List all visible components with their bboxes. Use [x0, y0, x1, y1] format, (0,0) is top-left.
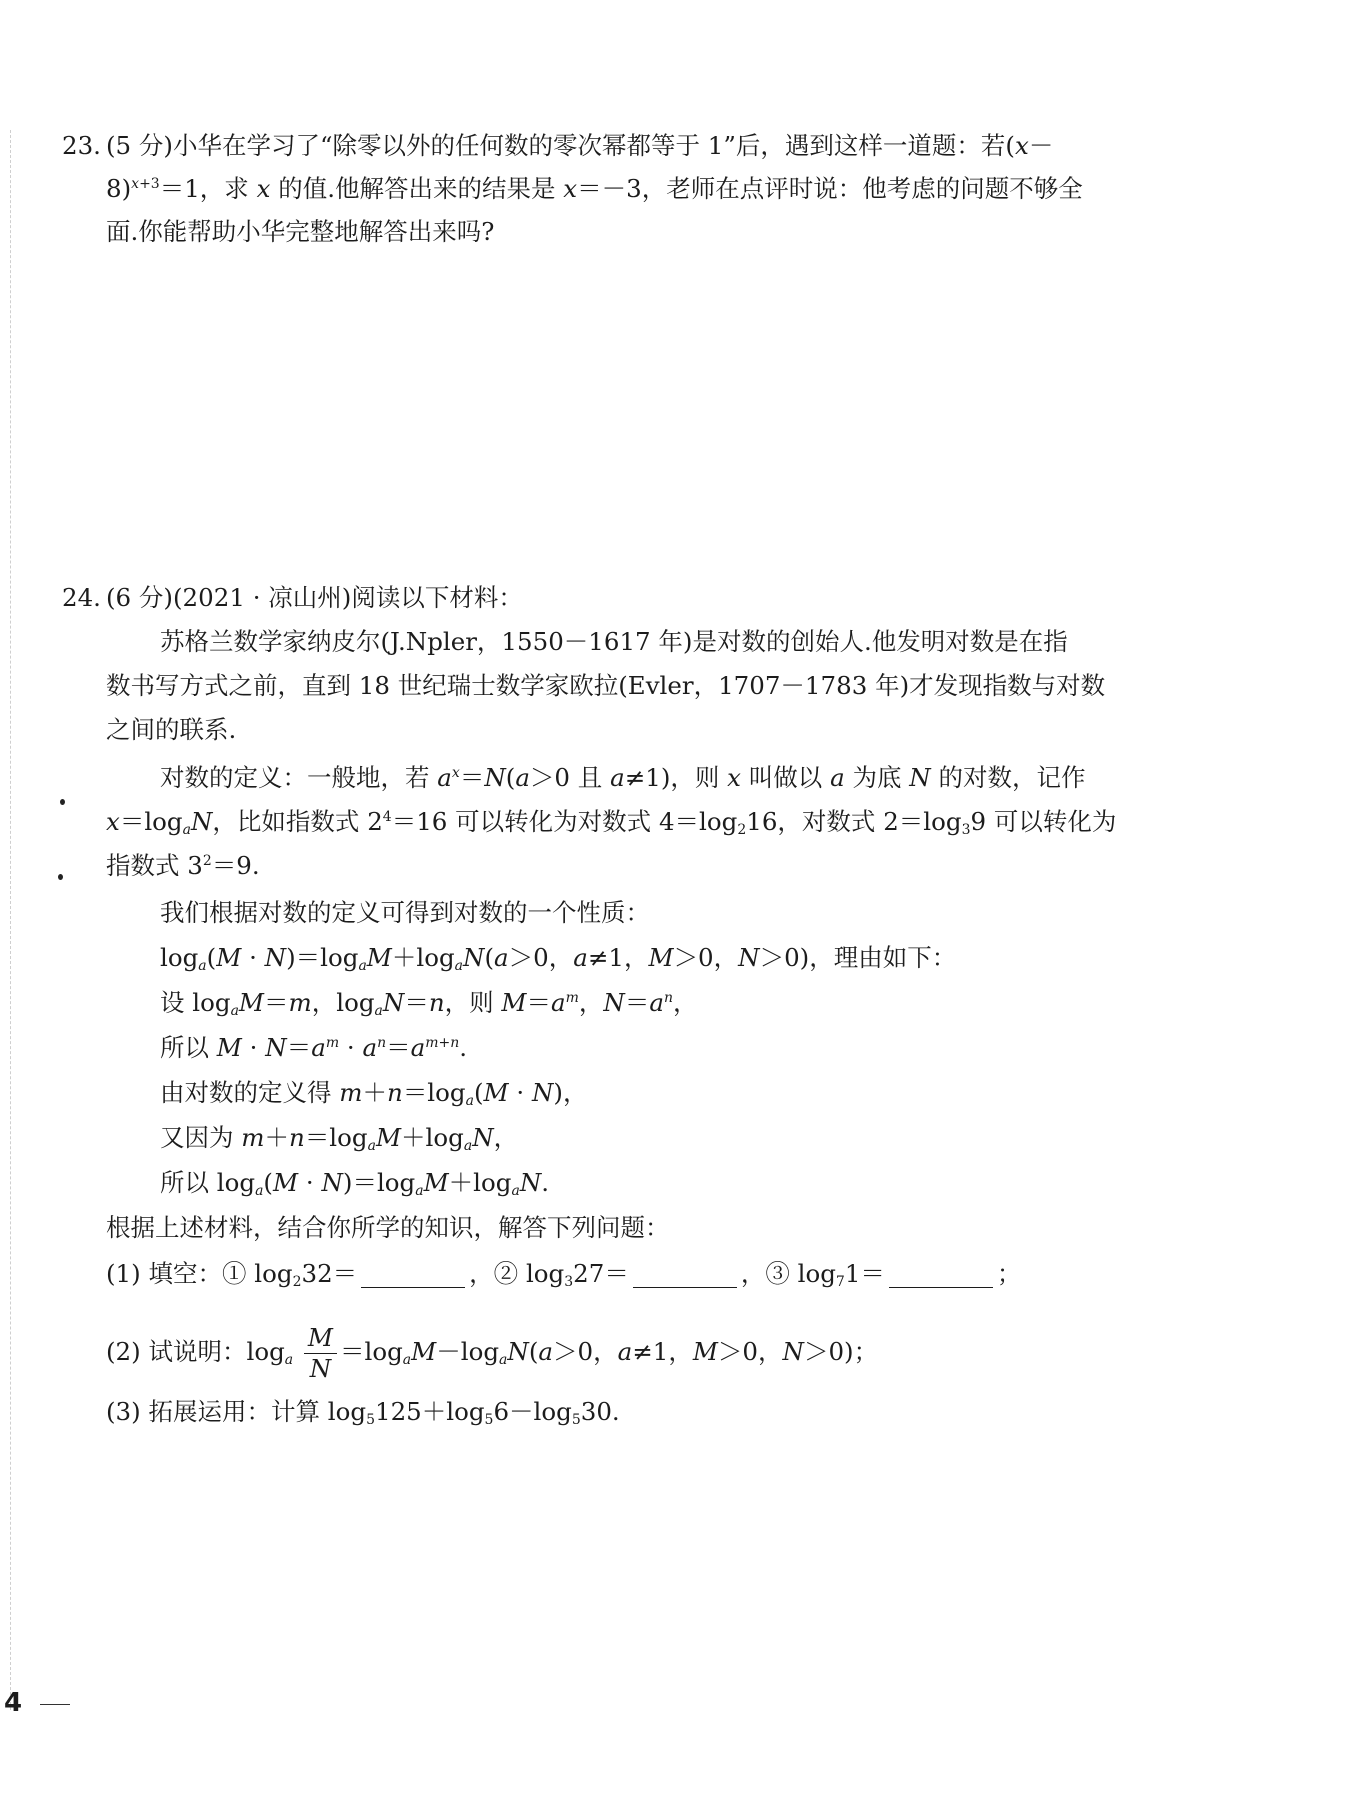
q24-def-l3: 指数式 $3^2=9$. — [106, 851, 260, 880]
q23-line1-text: (5 分)小华在学习了“除零以外的任何数的零次幂都等于 1”后，遇到这样一道题：若(x－ — [106, 131, 1054, 160]
q23-number: 23. — [62, 131, 101, 160]
q23-line1 — [62, 126, 1054, 166]
q24-step5: 所以 $\log_a(M \cdot N)=\log_aM+\log_aN$. — [160, 1168, 550, 1199]
q24-p1-l3: 之间的联系. — [106, 715, 237, 744]
margin-dot — [58, 874, 63, 880]
q24-header: (6 分)(2021 · 凉山州)阅读以下材料： — [106, 583, 523, 612]
q24-prop-intro: 我们根据对数的定义可得到对数的一个性质： — [160, 898, 650, 927]
answer-blank — [361, 1259, 465, 1288]
q24-number: 24. — [62, 583, 101, 612]
answer-blank — [889, 1259, 993, 1288]
q24-step2: 所以 $M \cdot N=a^m \cdot a^n=a^{m+n}$. — [160, 1033, 468, 1062]
q24-header-line — [62, 578, 523, 618]
q24-prop: $\log_a(M \cdot N)=\log_aM+\log_aN(a>0$，a≠1，M＞0，N＞0)，理由如下： — [160, 943, 957, 974]
q24-ask: 根据上述材料，结合你所学的知识，解答下列问题： — [106, 1213, 670, 1242]
q24-step1: 设 $\log_aM=m$，$\log_aN=n$，则 $M=a^m$，$N=a^n$， — [160, 988, 698, 1019]
page-edge — [10, 130, 11, 1710]
page-number: 4 — [4, 1688, 23, 1718]
q24-def-l1: 对数的定义：一般地，若 $a^x=N(a>0$ 且 a≠1)，则 x 叫做以 a 为底 N 的对数，记作 — [160, 763, 1086, 792]
q24-step4: 又因为 $m+n=\log_aM+\log_aN$， — [160, 1123, 519, 1154]
q23-line3: 面.你能帮助小华完整地解答出来吗? — [106, 217, 495, 246]
q24-sub2: (2) 试说明：$\log_a$ $\frac{M}{N}$ $=\log_aM-\log_aN(a>0$，a≠1，M＞0，N＞0)； — [106, 1323, 879, 1383]
page-number-dash — [40, 1704, 70, 1705]
q24-sub3: (3) 拓展运用：计算 $\log_5125+\log_56-\log_530$. — [106, 1397, 620, 1428]
fraction-m-over-n: $\frac{M}{N}$ — [304, 1323, 337, 1384]
q24-p1-l2: 数书写方式之前，直到 18 世纪瑞士数学家欧拉(Evler，1707－1783 年)才发现指数与对数 — [106, 671, 1106, 700]
q24-def-l2: $x=\log_aN$，比如指数式 $2^4=16$ 可以转化为对数式 $4=\log_216$，对数式 $2=\log_39$ 可以转化为 — [106, 807, 1117, 838]
q24-sub1: (1) 填空：① $\log_232=$ ，② $\log_327=$ ，③ $\log_71=$ ； — [106, 1259, 1022, 1290]
q24-step3: 由对数的定义得 $m+n=\log_a(M \cdot N)$， — [160, 1078, 588, 1109]
q23-line2: 8)$^{x+3}$＝1，求 x 的值.他解答出来的结果是 x＝－3，老师在点评时说：他考虑的问题不够全 — [106, 174, 1083, 203]
answer-blank — [633, 1259, 737, 1288]
margin-dot — [60, 799, 65, 805]
q24-p1-l1: 苏格兰数学家纳皮尔(J.Npler，1550－1617 年)是对数的创始人.他发明对数是在指 — [160, 627, 1068, 656]
